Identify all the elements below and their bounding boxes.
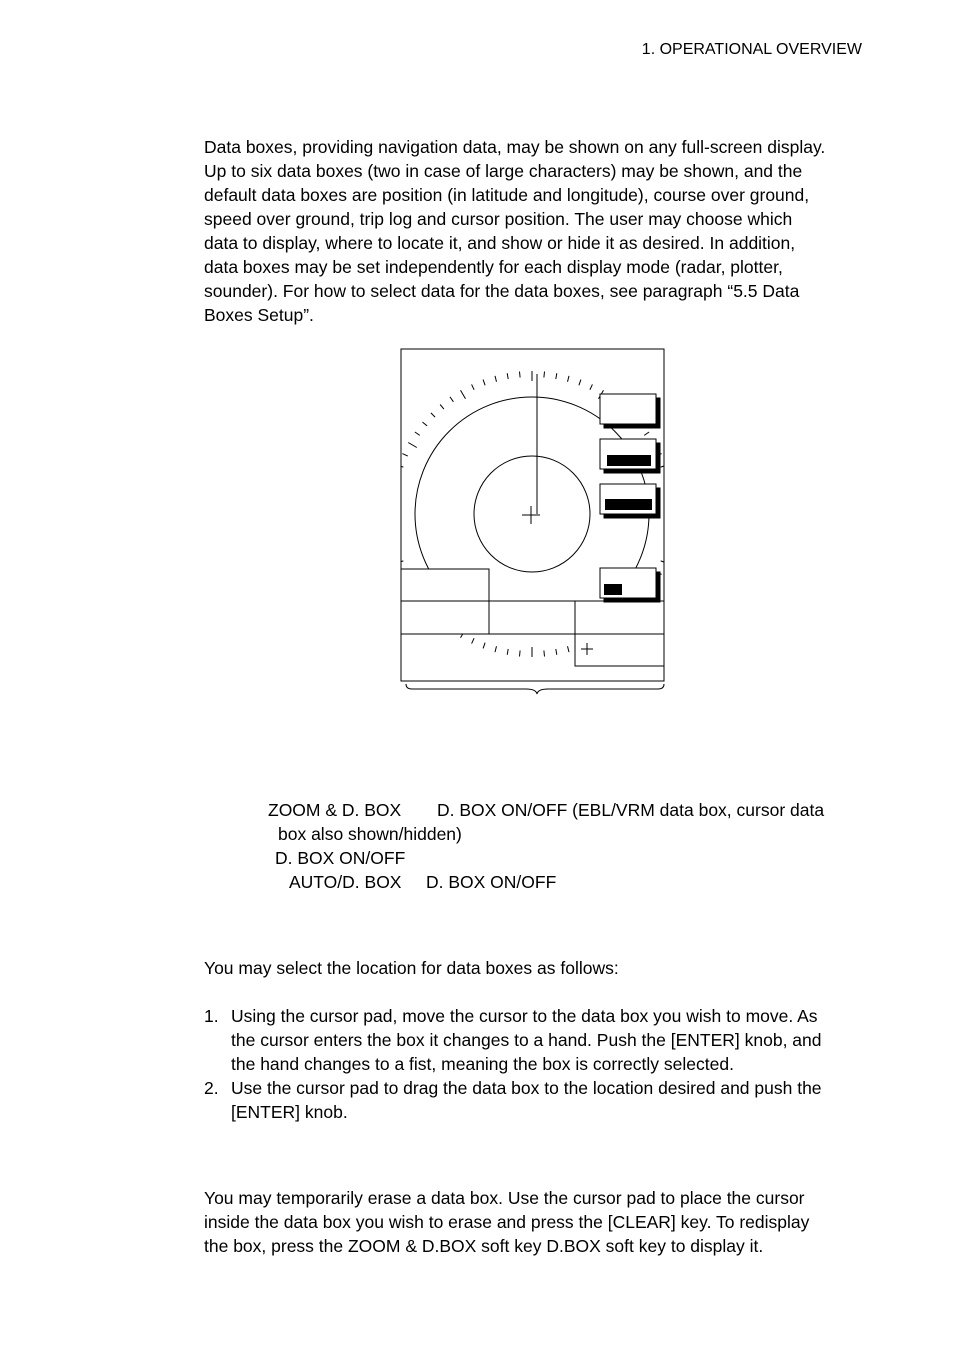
step-text [231, 1004, 822, 1076]
bearing-tick [440, 405, 444, 410]
running-header: 1. OPERATIONAL OVERVIEW [641, 41, 862, 58]
bearing-tick [590, 384, 593, 389]
key-dbox-onoff-sounder: D. BOX ON/OFF [426, 872, 557, 892]
data-box-right-4 [600, 568, 660, 602]
bearing-tick [483, 380, 485, 386]
key-auto-dbox: AUTO/D. BOX [289, 872, 402, 892]
bearing-tick [669, 502, 671, 503]
bearing-tick [396, 489, 397, 490]
intro-line: Up to six data boxes (two in case of large characters) may be shown, and the [204, 161, 803, 181]
bearing-tick [644, 432, 649, 435]
data-box-bottom-right [575, 601, 664, 634]
list-item [204, 1076, 864, 1124]
key-dbox-onoff-plotter: D. BOX ON/OFF [275, 848, 406, 868]
data-box-right-1 [600, 394, 660, 428]
erase-line: You may temporarily erase a data box. Use the cursor pad to place the cursor [204, 1188, 805, 1208]
erase-line: the box, press the ZOOM & D.BOX soft key D.BOX soft key to display it. [204, 1236, 764, 1256]
bearing-tick [472, 384, 475, 389]
data-box-bottom-center [489, 601, 575, 634]
step-line: Use the cursor pad to drag the data box to the location desired and push the [231, 1078, 822, 1098]
bearing-tick [520, 372, 521, 378]
bearing-tick [667, 489, 670, 490]
list-item [204, 1004, 864, 1076]
bearing-tick [544, 372, 545, 378]
key-zoom-dbox: ZOOM & D. BOX [268, 800, 402, 820]
screen-bracket [406, 684, 664, 694]
bearing-tick [423, 422, 428, 426]
bearing-tick [461, 390, 466, 399]
bearing-tick [507, 373, 508, 379]
inner-range-ring [474, 456, 590, 572]
bearing-tick [568, 376, 570, 382]
step-line: Using the cursor pad, move the cursor to the data box you wish to move. As [231, 1006, 818, 1026]
step-text [231, 1076, 822, 1124]
data-box-figure [396, 344, 670, 700]
bearing-tick [495, 646, 497, 652]
intro-line: Data boxes, providing navigation data, may be shown on any full-screen display. [204, 137, 826, 157]
data-box-right-3 [600, 484, 660, 518]
step-number: 1. [204, 1006, 219, 1026]
bearing-tick [664, 550, 670, 552]
bearing-tick [472, 638, 475, 643]
bearing-tick [450, 397, 453, 402]
intro-line: sounder). For how to select data for the data boxes, see paragraph “5.5 Data [204, 281, 800, 301]
step-line: [ENTER] knob. [231, 1102, 348, 1122]
intro-line: data to display, where to locate it, and show or hide it as desired. In addition, [204, 233, 796, 253]
step-number: 2. [204, 1078, 219, 1098]
intro-line: speed over ground, trip log and cursor position. The user may choose which [204, 209, 793, 229]
intro-line: Boxes Setup”. [204, 305, 314, 325]
bearing-tick [667, 538, 670, 539]
data-box-bottom-left [401, 601, 489, 634]
key-dbox-onoff-desc: D. BOX ON/OFF (EBL/VRM data box, cursor data [437, 800, 825, 820]
intro-line: default data boxes are position (in latitude and longitude), course over ground, [204, 185, 810, 205]
step-line: the cursor enters the box it changes to a hand. Push the [ENTER] knob, and [231, 1030, 822, 1050]
bearing-tick [398, 465, 404, 467]
bearing-tick [507, 649, 508, 655]
erase-paragraph [204, 1186, 864, 1258]
bearing-tick [556, 373, 557, 379]
bearing-tick [495, 376, 497, 382]
bearing-tick [556, 649, 557, 655]
bearing-tick [568, 646, 570, 652]
bearing-tick [396, 538, 397, 539]
bearing-tick [483, 643, 485, 649]
bearing-tick [669, 526, 671, 527]
bearing-tick [396, 550, 400, 552]
intro-paragraph [204, 135, 864, 327]
bearing-tick [579, 380, 581, 386]
step-line: the hand changes to a fist, meaning the box is correctly selected. [231, 1054, 734, 1074]
bearing-tick [544, 651, 545, 657]
bearing-tick [398, 561, 404, 563]
data-box-bottom-left-upper [401, 569, 489, 601]
bearing-tick [396, 477, 400, 479]
bearing-tick [408, 443, 417, 448]
cursor-data-box [575, 634, 664, 666]
bearing-tick [431, 413, 435, 417]
intro-line: data boxes may be set independently for each display mode (radar, plotter, [204, 257, 783, 277]
erase-line: inside the data box you wish to erase and press the [CLEAR] key. To redisplay [204, 1212, 810, 1232]
bearing-tick [415, 432, 420, 435]
location-intro: You may select the location for data boxes as follows: [204, 958, 619, 978]
location-steps [204, 1004, 864, 1124]
bearing-tick [520, 651, 521, 657]
bearing-tick [664, 477, 670, 479]
data-box-right-2 [600, 439, 660, 473]
bearing-tick [402, 454, 407, 457]
key-desc-continued: box also shown/hidden) [278, 824, 462, 844]
